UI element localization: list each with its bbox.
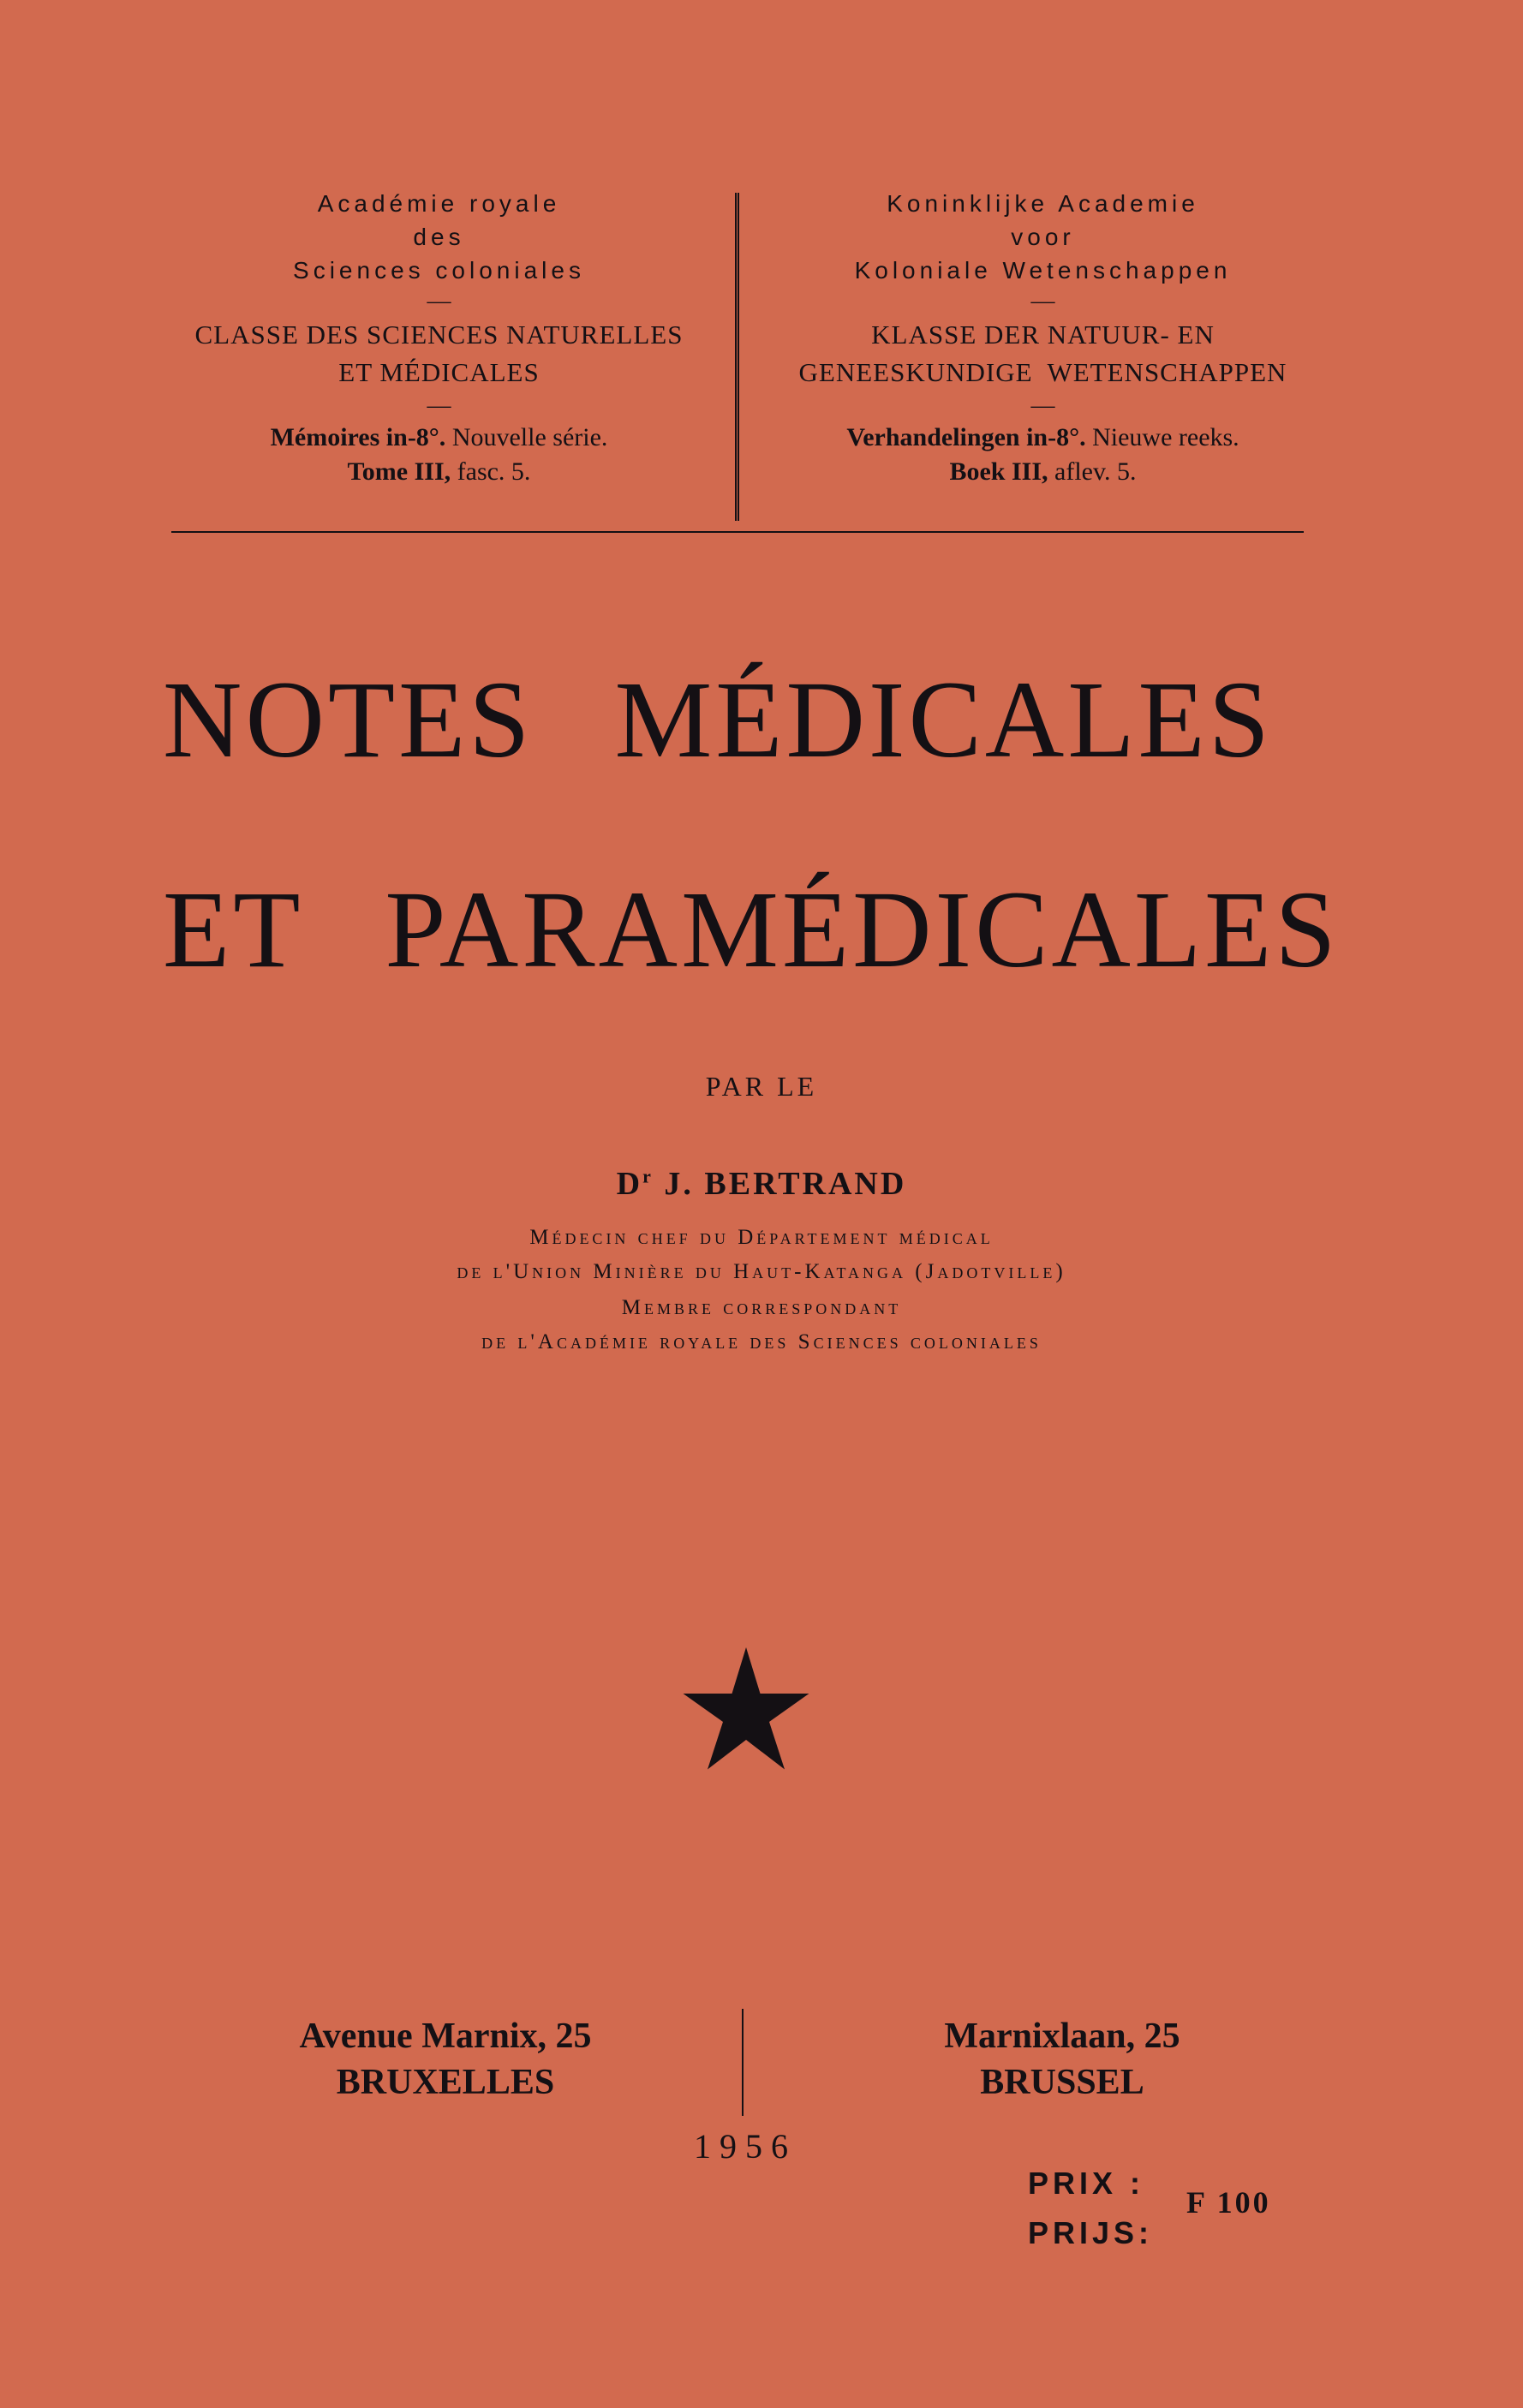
class-name-fr-1: CLASSE DES SCIENCES NATURELLES — [194, 320, 684, 350]
class-name-nl-1: KLASSE DER NATUUR- EN — [871, 320, 1215, 350]
address-city-nl: BRUSSEL — [980, 2063, 1144, 2102]
class-name-fr-2: ET MÉDICALES — [338, 357, 540, 387]
title-word: ET — [163, 869, 304, 990]
address-fr — [257, 2013, 634, 2106]
credential-line: de l'Académie royale des Sciences coloniales — [481, 1330, 1042, 1353]
address-city-fr: BRUXELLES — [336, 2063, 555, 2102]
price-label-fr: PRIX : — [1028, 2166, 1145, 2201]
academy-name-nl-3: Koloniale Wetenschappen — [854, 257, 1232, 284]
header-right — [745, 187, 1341, 489]
series-fr-bold: Mémoires in-8°. — [270, 423, 446, 451]
series-nl-bold: Verhandelingen in-8°. — [846, 423, 1086, 451]
academy-name-nl-1: Koninklijke Academie — [887, 190, 1199, 217]
price-value: F 100 — [1186, 2185, 1271, 2220]
header-vertical-rule — [735, 193, 739, 521]
academy-name-nl-2: voor — [1011, 224, 1075, 250]
tome-nl-bold: Boek III, — [949, 457, 1048, 486]
star-icon — [682, 1645, 810, 1773]
separator-dash: — — [1030, 392, 1055, 419]
address-nl — [882, 2013, 1242, 2106]
title-word: PARAMÉDICALES — [385, 869, 1340, 990]
tome-fr — [154, 455, 724, 489]
byline: PAR LE — [705, 1071, 818, 1102]
credential-line: de l'Union Minière du Haut-Katanga (Jadotville) — [457, 1260, 1066, 1283]
series-fr-rest: Nouvelle série. — [445, 423, 608, 451]
academy-name-fr-2: des — [413, 224, 465, 250]
separator-dash: — — [1030, 288, 1055, 314]
address-street-nl: Marnixlaan, 25 — [944, 2017, 1180, 2056]
author-prefix: D — [616, 1166, 643, 1202]
tome-fr-rest: fasc. 5. — [451, 457, 531, 486]
author-prefix-sup: r — [642, 1165, 654, 1187]
title-word: MÉDICALES — [614, 659, 1273, 780]
series-nl-rest: Nieuwe reeks. — [1085, 423, 1239, 451]
academy-name-fr-3: Sciences coloniales — [293, 257, 585, 284]
title-line-1 — [163, 660, 1336, 780]
price-label-nl: PRIJS: — [1028, 2215, 1154, 2250]
academy-name-fr-1: Académie royale — [317, 190, 561, 217]
separator-dash: — — [427, 392, 451, 419]
address-street-fr: Avenue Marnix, 25 — [299, 2017, 592, 2056]
tome-fr-bold: Tome III, — [347, 457, 451, 486]
series-nl — [745, 421, 1341, 455]
author-credentials — [0, 1221, 1523, 1359]
title-word: NOTES — [163, 659, 534, 780]
header-left — [154, 187, 724, 489]
tome-nl — [745, 455, 1341, 489]
publication-year: 1956 — [694, 2127, 797, 2166]
tome-nl-rest: aflev. 5. — [1048, 457, 1137, 486]
separator-dash: — — [427, 288, 451, 314]
author-name — [0, 1165, 1523, 1203]
price-labels — [1028, 2159, 1153, 2258]
series-fr — [154, 421, 724, 455]
footer-vertical-rule — [742, 2009, 744, 2116]
header-horizontal-rule — [171, 531, 1304, 533]
credential-line: Médecin chef du Département médical — [529, 1226, 994, 1249]
title-line-2 — [163, 869, 1340, 990]
class-name-nl-2: GENEESKUNDIGE WETENSCHAPPEN — [798, 357, 1287, 387]
author-fullname: J. BERTRAND — [664, 1166, 907, 1202]
credential-line: Membre correspondant — [621, 1296, 902, 1319]
